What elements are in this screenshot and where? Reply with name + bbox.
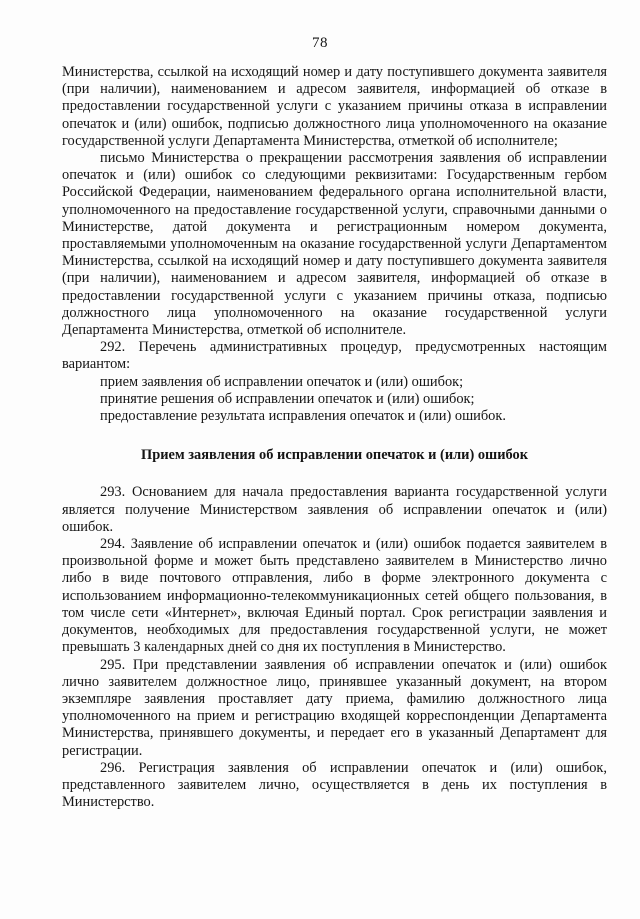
section-heading: Прием заявления об исправлении опечаток и (или) ошибок [141, 447, 528, 464]
procedure-item-decision: принятие решения об исправлении опечаток и (или) ошибок; [100, 390, 475, 407]
paragraph-292: 292. Перечень административных процедур, предусмотренных настоящим вариантом: [62, 339, 607, 373]
paragraph-294: 294. Заявление об исправлении опечаток и (или) ошибок подается заявителем в произвольной форме и может быть представлено заявителем в Министерство лично либо в виде почтового отправления, либо в форме электронного документа с использованием информационно-телекоммуникационных сетей общего пользования, в том числе сети «Интернет», включая Единый портал. Срок регистрации заявления и документов, необходимых для предоставления государственной услуги, не может превышать 3 календарных дней со дня их поступления в Министерство. [62, 536, 607, 656]
paragraph-296: 296. Регистрация заявления об исправлении опечаток и (или) ошибок, представленного заявителем лично, осуществляется в день их поступления в Министерство. [62, 759, 607, 811]
paragraph-termination-letter: письмо Министерства о прекращении рассмотрения заявления об исправлении опечаток и (или) ошибок со следующими реквизитами: Государственным гербом Российской Федерации, наименованием федерального органа исполнительной власти, уполномоченного на предоставление государственной услуги, справочными данными о Министерстве, датой документа и регистрационным номером документа, проставляемыми уполномоченным на оказание государственной услуги Департаментом Министерства, ссылкой на исходящий номер и дату поступившего документа заявителя (при наличии), наименованием и адресом заявителя, информацией об отказе в предоставлении государственной услуги с указанием причины отказа, подписью должностного лица уполномоченного на оказание государственной услуги Департамента Министерства, отметкой об исполнителе. [62, 150, 607, 339]
procedure-list [62, 374, 607, 426]
document-body [62, 64, 607, 811]
procedure-item-receive: прием заявления об исправлении опечаток и (или) ошибок; [100, 373, 464, 390]
paragraph-continuation: Министерства, ссылкой на исходящий номер и дату поступившего документа заявителя (при наличии), наименованием и адресом заявителя, информацией об отказе в предоставлении государственной услуги с указанием причины отказа в исправлении опечаток и (или) ошибок, подписью должностного лица уполномоченного на оказание государственной услуги Департамента Министерства, отметкой об исполнителе; [62, 64, 607, 149]
procedure-item-result: предоставление результата исправления опечаток и (или) ошибок. [100, 408, 506, 425]
paragraph-293: 293. Основанием для начала предоставления варианта государственной услуги является получение Министерством заявления об исправлении опечаток и (или) ошибок. [62, 484, 607, 535]
paragraph-295: 295. При представлении заявления об исправлении опечаток и (или) ошибок лично заявителем должностное лицо, принявшее указанный документ, на втором экземпляре заявления проставляет дату приема, фамилию должностного лица уполномоченного на прием и регистрацию входящей корреспонденции Департамента Министерства, принявшего документы, и передает его в указанный Департамент для регистрации. [62, 656, 607, 759]
page-number: 78 [312, 35, 328, 51]
